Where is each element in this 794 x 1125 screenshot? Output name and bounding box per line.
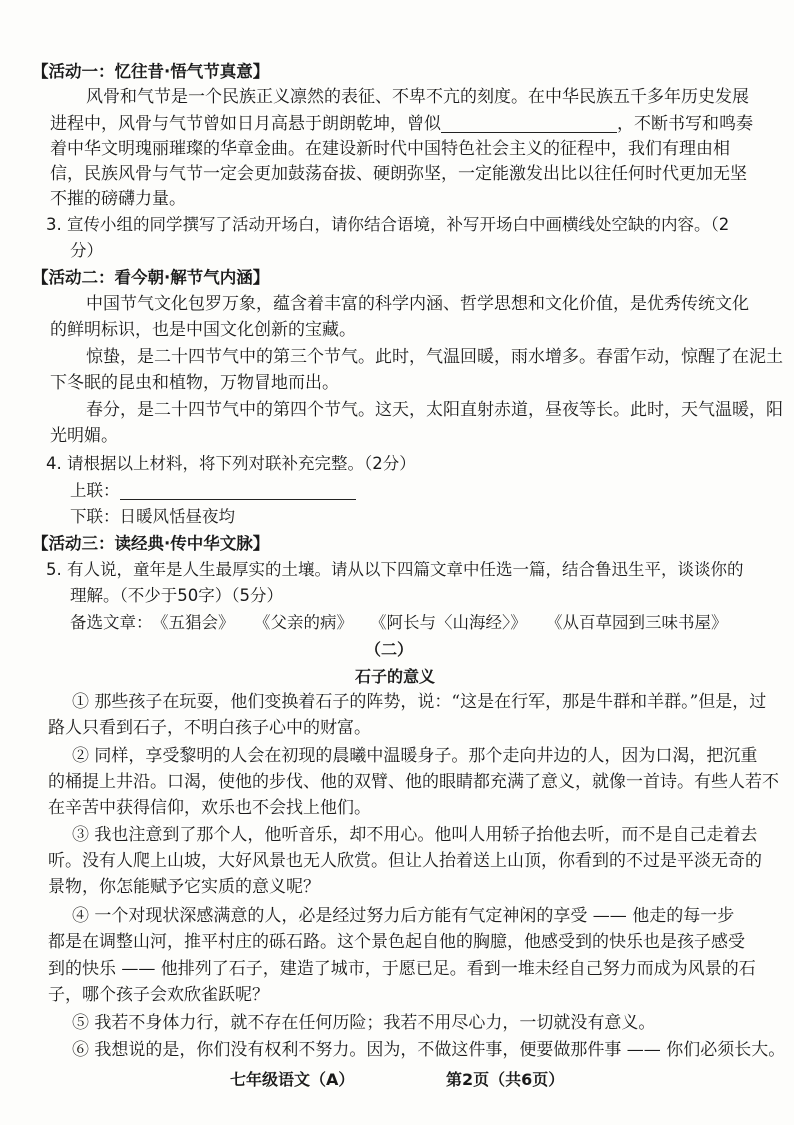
upper-couplet-label: 上联： [70,481,120,500]
activity2-line: 中国节气文化包罗万象，蕴含着丰富的科学内涵、哲学思想和文化价值，是优秀传统文化 [86,294,749,314]
article-line: ⑤ 我若不身体力行，就不存在任何历险；我若不用尽心力，一切就没有意义。 [72,1013,656,1033]
article-line: 路人只看到石子，不明白孩子心中的财富。 [48,718,371,738]
activity1-para-line: 信，民族风骨与气节一定会更加鼓荡奋拔、硬朗弥坚，一定能激发出比以往任何时代更加无坚 [50,164,747,184]
article-line: 听。没有人爬上山坡，大好风景也无人欣赏。但让人抬着送上山顶，你看到的不过是平淡无奇的 [48,851,762,871]
footer-page-number: 第2页（共6页） [446,1070,565,1089]
article-line: 到的快乐 —— 他排列了石子，建造了城市，于愿已足。看到一堆未经自己努力而成为风景的石 [48,959,756,979]
article-line: ④ 一个对现状深感满意的人，必是经过努力后方能有气定神闲的享受 —— 他走的每一步 [72,906,735,926]
question-3: 3. 宣传小组的同学撰写了活动开场白，请你结合语境，补写开场白中画横线处空缺的内容。（2 [46,215,730,234]
options-line [70,611,153,635]
upper-couplet-line [70,479,356,503]
article-line: 景物，你怎能赋予它实质的意义呢？ [48,877,320,897]
activity3-heading: 【活动三：读经典·传中华文脉】 [32,534,270,553]
article-line: ⑥ 我想说的是，你们没有权利不努力。因为，不做这件事，便要做那件事 —— 你们必须长大。 [72,1040,786,1060]
article-line: ③ 我也注意到了那个人，他听音乐，却不用心。他叫人用轿子抬他去听，而不是自己走着去 [72,825,758,845]
article-line: 都是在调整山河，推平村庄的砾石路。这个景色起自他的胸臆，他感受到的快乐也是孩子感受 [48,932,745,952]
activity2-line: 惊蛰，是二十四节气中的第三个节气。此时，气温回暖，雨水增多。春雷乍动，惊醒了在泥土 [86,347,783,367]
option-4: 《从百草园到三味书屋》 [546,613,728,632]
article-line: ② 同样，享受黎明的人会在初现的晨曦中温暖身子。那个走向井边的人，因为口渴，把沉重 [72,746,758,766]
activity1-para-line: 不摧的磅礴力量。 [50,189,186,209]
activity1-para-text: ，不断书写和鸣奏 [617,114,753,134]
section-number: （二） [365,640,414,659]
activity2-line: 春分，是二十四节气中的第四个节气。这天，太阳直射赤道，昼夜等长。此时，天气温暖，阳 [86,400,783,420]
question-4: 4. 请根据以上材料，将下列对联补充完整。（2分） [46,454,416,473]
lower-couplet: 下联：日暖风恬昼夜均 [70,507,235,526]
option-3: 《阿长与〈山海经〉》 [370,613,527,632]
activity1-para-text: 进程中，风骨与气节曾如日月高悬于朗朗乾坤，曾似 [50,114,441,134]
article-title: 石子的意义 [355,667,436,686]
activity1-para-line [50,112,753,136]
article-line: 在辛苦中获得信仰，欢乐也不会找上他们。 [48,798,371,818]
article-line: 的桶提上井沿。口渴，使他的步伐、他的双臂、他的眼睛都充满了意义，就像一首诗。有些人若不 [48,772,779,792]
activity2-line: 光明媚。 [50,426,118,446]
activity1-para-line: 风骨和气节是一个民族正义凛然的表征、不卑不亢的刻度。在中华民族五千多年历史发展 [86,87,749,107]
activity2-line: 的鲜明标识，也是中国文化创新的宝藏。 [50,320,356,340]
question-5: 5. 有人说，童年是人生最厚实的土壤。请从以下四篇文章中任选一篇，结合鲁迅生平，谈谈你的 [46,560,744,579]
activity1-heading: 【活动一：忆往昔·悟气节真意】 [32,62,270,81]
article-line: 子，哪个孩子会欢欣雀跃呢？ [48,985,269,1005]
answer-blank[interactable] [441,114,617,133]
question-3-cont: 分） [70,241,103,260]
activity1-para-line: 着中华文明瑰丽璀璨的华章金曲。在建设新时代中国特色社会主义的征程中，我们有理由相 [50,139,730,159]
activity2-heading: 【活动二：看今朝·解节气内涵】 [32,268,270,287]
article-line: ① 那些孩子在玩耍，他们变换着石子的阵势，说：“这是在行军，那是牛群和羊群。”但是，过 [72,692,767,712]
option-2: 《父亲的病》 [254,613,353,632]
upper-couplet-blank[interactable] [120,481,356,500]
option-1: 《五猖会》 [152,613,235,632]
footer-subject: 七年级语文（A） [230,1070,355,1089]
options-label: 备选文章： [70,613,153,632]
activity2-line: 下冬眠的昆虫和植物，万物冒地而出。 [50,373,339,393]
question-5-cont: 理解。（不少于50字）（5分） [70,586,283,605]
